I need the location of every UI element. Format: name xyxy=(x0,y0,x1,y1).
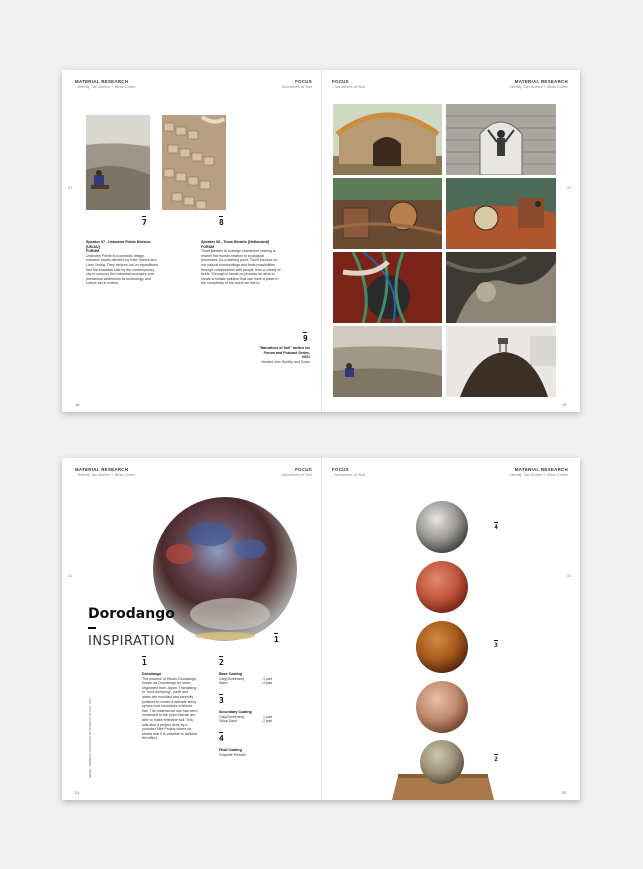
secondary-coating-block xyxy=(219,710,299,724)
side-number-left: 02 xyxy=(68,573,73,578)
photo-bark xyxy=(446,252,556,323)
side-number-right: 02 xyxy=(567,573,572,578)
base-coating-heading: Base Coating xyxy=(219,672,242,676)
gutter xyxy=(321,70,322,412)
sphere-stage-sand xyxy=(415,680,469,734)
final-coating-heading: Final Coating xyxy=(219,748,242,752)
final-coating-block xyxy=(219,748,299,757)
header-focus-right xyxy=(332,79,365,89)
side-number-right: 01 xyxy=(567,185,572,190)
header-right xyxy=(482,79,568,89)
figure-number-right-2: 2 xyxy=(494,756,498,763)
recipe-row: Sand : 4 part xyxy=(219,681,273,686)
photo-unknown-fields xyxy=(86,115,150,210)
header-left-title: MATERIAL RESEARCH xyxy=(75,79,129,84)
figure-number-1: 1 xyxy=(142,658,147,667)
header-focus-title: FOCUS xyxy=(332,467,349,472)
dorodango-block xyxy=(142,672,198,741)
spread-bottom xyxy=(62,458,580,800)
speaker07-block xyxy=(86,240,158,286)
header-right-sub: - Wendy Tan Author + Blow Collec xyxy=(507,84,568,89)
title-divider xyxy=(88,627,96,629)
header-right-sub: - Wendy Tan Author + Blow Collec xyxy=(507,472,568,477)
sphere-stage-graphite xyxy=(415,500,469,554)
recipe-row: Silica Sand : 2 part xyxy=(219,719,273,724)
header-left-title: MATERIAL RESEARCH xyxy=(75,467,129,472)
speaker08-block xyxy=(201,240,281,286)
figure-number-right-4: 4 xyxy=(494,524,498,531)
sphere-stage-raw-soil xyxy=(380,738,500,800)
header-focus-left xyxy=(252,79,312,89)
header-right-title: MATERIAL RESEARCH xyxy=(514,79,568,84)
photo-desert-figure xyxy=(333,326,442,397)
header-left xyxy=(75,467,136,477)
speaker08-heading: Speaker 08 - Thom Bindels [Netherland] xyxy=(201,240,270,244)
photo-stone-arch xyxy=(446,104,556,175)
header-right xyxy=(482,467,568,477)
photo-bindels-blocks xyxy=(162,115,226,210)
speaker07-heading: Speaker 07 - Unknown Fields Division [UK/AU] xyxy=(86,240,151,249)
header-focus-sub: - Narratives of Soil xyxy=(332,472,365,477)
header-focus-sub: - Narratives of Soil xyxy=(279,472,312,477)
header-focus-sub: - Narratives of Soil xyxy=(279,84,312,89)
page-number-left: 24 xyxy=(75,790,80,795)
page-number-right: 19 xyxy=(562,402,567,407)
recipe-row: Graphite Powder xyxy=(219,752,246,757)
gutter xyxy=(321,458,322,800)
vertical-credit: IMAGE · MATERIAL CREATIONS OF DOROTHY ATTILIO, 2021 xyxy=(88,697,92,778)
header-focus-title: FOCUS xyxy=(295,467,312,472)
photo-illustration-1 xyxy=(333,178,442,249)
recipe-row: Clay(Screened) : 1 part xyxy=(219,714,273,719)
figure-number-1-top: 1 xyxy=(274,635,279,644)
page-title: Dorodango xyxy=(88,606,175,622)
figure-number-8: 8 xyxy=(219,218,224,227)
secondary-coating-heading: Secondary Coating xyxy=(219,710,252,714)
header-focus-sub: - Narratives of Soil xyxy=(332,84,365,89)
side-number-left: 01 xyxy=(68,185,73,190)
base-coating-block xyxy=(219,672,299,686)
figure-number-3: 3 xyxy=(219,696,224,705)
header-right-title: MATERIAL RESEARCH xyxy=(514,467,568,472)
photo-soil-mound xyxy=(446,326,556,397)
figure-number-4: 4 xyxy=(219,734,224,743)
figure-number-7: 7 xyxy=(142,218,147,227)
header-left-sub: - Wendy Tan Author + Blow Collec xyxy=(75,472,136,477)
figure-number-9: 9 xyxy=(303,334,308,343)
header-focus-right xyxy=(332,467,365,477)
speaker07-tag: FORUM xyxy=(86,249,100,254)
speaker07-body: Unknown Fields is a nomadic design research studio directed by Kate Davies and Liam Young. They venture out on expeditions into the shadows cast by the contemporary city to uncover the industrial ecologies and precarious wilderness its technology and culture set in motion. xyxy=(86,253,158,286)
caption9 xyxy=(258,346,310,364)
figure-number-2: 2 xyxy=(219,658,224,667)
page-number-right: 25 xyxy=(562,790,567,795)
dorodango-heading: Dorodango xyxy=(142,672,162,676)
sphere-stage-red-clay xyxy=(415,560,469,614)
page-number-left: 18 xyxy=(75,402,80,407)
dorodango-body: The practice of Hikaru Dorodango, known as Dorodango for short, originated from Japan. Translating to "mud dumpling", earth and water are moulded and carefully polished to create a delicate shiny sphere that resembles a billiard ball. The material we use has been enhanced to the point that we are able to make reflective soil. This was also a project done by a youtuber Nirit Project where he shows that it is possible to achieve the effect. xyxy=(142,676,198,741)
sphere-stage-brown-clay xyxy=(415,620,469,674)
header-focus-title: FOCUS xyxy=(332,79,349,84)
photo-illustration-2 xyxy=(446,178,556,249)
header-focus-title: FOCUS xyxy=(295,79,312,84)
header-left xyxy=(75,79,136,89)
figure-number-right-3: 3 xyxy=(494,642,498,649)
photo-earth-house xyxy=(333,104,442,175)
header-focus-left xyxy=(252,467,312,477)
spread-top xyxy=(62,70,580,412)
speaker08-body: Thom Bindels is a design researcher looking to restore the human relation to ecological processes. As a starting point, Thom focuses on our natural surroundings and finds possibilities through collaboration with people from a variety of fields. Through a hands on process he aims to create a holistic solution that can have a place in the complexity of the world we live in. xyxy=(201,249,281,286)
page-subtitle: INSPIRATION xyxy=(88,634,176,649)
recipe-row: Clay(Screened) : 1 part xyxy=(219,676,273,681)
speaker08-tag: FORUM xyxy=(201,244,215,249)
header-left-sub: - Wendy Tan Author + Blow Collec xyxy=(75,84,136,89)
photo-ropes xyxy=(333,252,442,323)
caption9-body: Hosted over Spotify and Zoom xyxy=(261,359,310,364)
caption9-title: "Narratives of Soil" Invites for Forum and Podcast Series, 2021 xyxy=(258,346,310,360)
